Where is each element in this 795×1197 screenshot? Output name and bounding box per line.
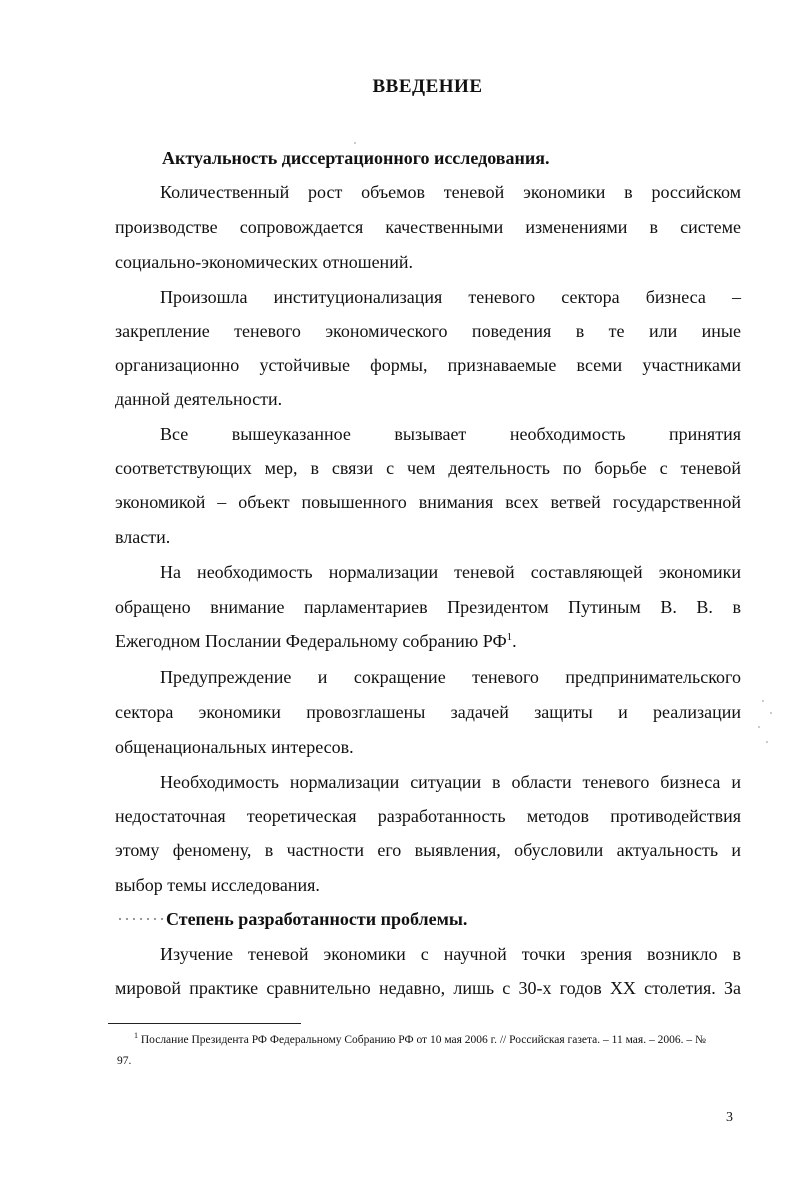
paragraph-text: Ежегодном Послании Федеральному собранию РФ bbox=[115, 631, 507, 651]
paragraph-line: обращено внимание парламентариев Президентом Путиным В. В. в bbox=[115, 597, 741, 617]
paragraph-line: Количественный рост объемов теневой экономики в российском bbox=[160, 182, 741, 202]
paragraph-line: общенациональных интересов. bbox=[115, 737, 354, 757]
section-heading-relevance: Актуальность диссертационного исследования. bbox=[162, 148, 550, 168]
paragraph-line: Все вышеуказанное вызывает необходимость принятия bbox=[160, 424, 741, 444]
scan-speck bbox=[354, 142, 356, 144]
paragraph-line: соответствующих мер, в связи с чем деятельность по борьбе с теневой bbox=[115, 458, 741, 478]
scan-speck bbox=[766, 741, 768, 743]
paragraph-line: экономикой – объект повышенного внимания всех ветвей государственной bbox=[115, 492, 741, 512]
paragraph-line: мировой практике сравнительно недавно, лишь с 30-х годов XX столетия. За bbox=[115, 978, 741, 998]
footnote-line bbox=[134, 1033, 706, 1047]
paragraph-line: этому феномену, в частности его выявления, обусловили актуальность и bbox=[115, 840, 741, 860]
paragraph-line-with-footnote bbox=[115, 630, 741, 652]
paragraph-line: сектора экономики провозглашены задачей защиты и реализации bbox=[115, 702, 741, 722]
page-title: ВВЕДЕНИЕ bbox=[372, 76, 483, 97]
footnote-mark: 1 bbox=[134, 1031, 138, 1041]
paragraph-line: организационно устойчивые формы, признаваемые всеми участниками bbox=[115, 355, 741, 375]
paragraph-line: данной деятельности. bbox=[115, 389, 283, 409]
paragraph-line: Предупреждение и сокращение теневого предпринимательского bbox=[160, 667, 741, 687]
scan-speck bbox=[770, 712, 772, 714]
scan-speck bbox=[758, 726, 760, 728]
footnote-separator bbox=[108, 1023, 301, 1024]
footnote-line: 97. bbox=[117, 1055, 132, 1067]
paragraph-line: власти. bbox=[115, 527, 171, 547]
scan-artifact-dots: ······· bbox=[117, 909, 166, 929]
sentence-end: . bbox=[512, 631, 517, 651]
paragraph-line: социально-экономических отношений. bbox=[115, 252, 413, 272]
footnote-text: Послание Президента РФ Федеральному Собранию РФ от 10 мая 2006 г. // Российская газета. – 11 мая. – 2006. – № bbox=[140, 1034, 706, 1046]
paragraph-line: Изучение теневой экономики с научной точки зрения возникло в bbox=[160, 944, 741, 964]
footnote-reference[interactable]: 1 bbox=[506, 631, 513, 643]
paragraph-line: закрепление теневого экономического поведения в те или иные bbox=[115, 321, 741, 341]
paragraph-line: недостаточная теоретическая разработанность методов противодействия bbox=[115, 806, 741, 826]
paragraph-line: На необходимость нормализации теневой составляющей экономики bbox=[160, 562, 741, 582]
paragraph-line: Необходимость нормализации ситуации в области теневого бизнеса и bbox=[160, 772, 741, 792]
scan-speck bbox=[762, 700, 764, 702]
paragraph-line: производстве сопровождается качественными изменениями в системе bbox=[115, 217, 741, 237]
paragraph-line: Произошла институционализация теневого сектора бизнеса – bbox=[160, 287, 741, 307]
page-number: 3 bbox=[726, 1110, 733, 1125]
paragraph-line: выбор темы исследования. bbox=[115, 875, 320, 895]
section-heading-elaboration bbox=[117, 909, 467, 930]
section-heading-text: Степень разработанности проблемы. bbox=[165, 909, 468, 929]
